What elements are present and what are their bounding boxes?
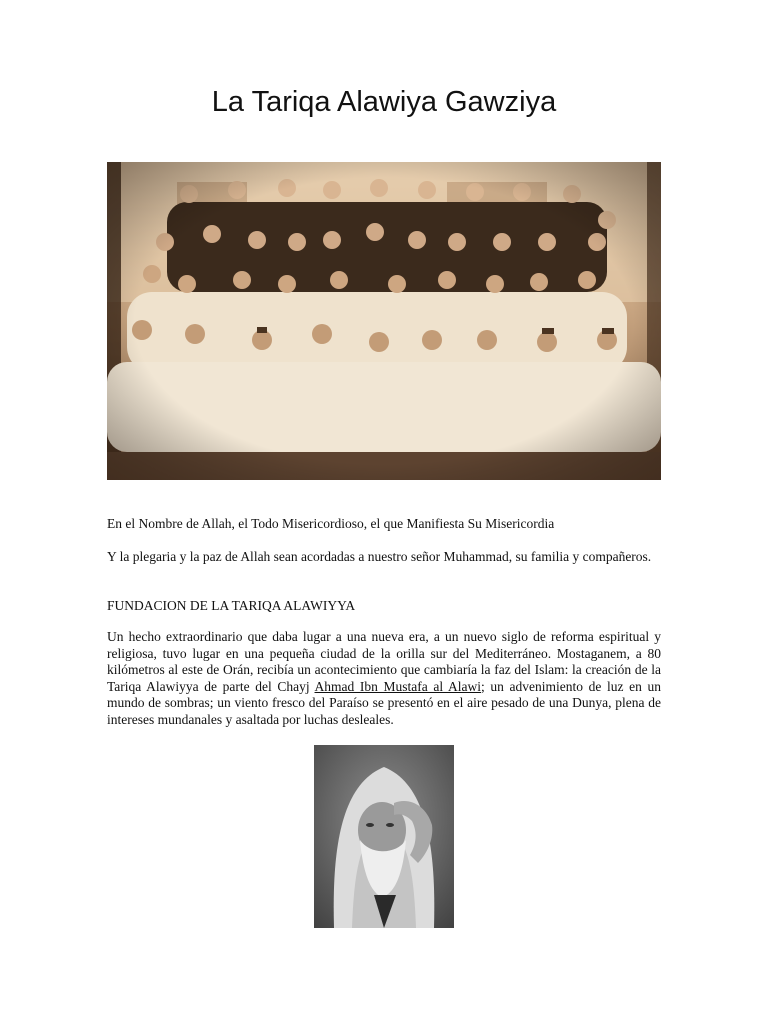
group-photograph xyxy=(107,162,661,480)
portrait-photograph xyxy=(314,745,454,928)
invocation-text: En el Nombre de Allah, el Todo Misericordioso, el que Manifiesta Su Misericordia xyxy=(107,516,555,531)
body-paragraph xyxy=(107,629,661,728)
blessing-text: Y la plegaria y la paz de Allah sean acordadas a nuestro señor Muhammad, su familia y compañeros. xyxy=(107,549,652,564)
body-text-start: Un hecho extraordinario que daba lugar a una nueva era, a un nuevo siglo de reforma espiritual y religiosa, tuvo lugar en una pequeña ciudad de la orilla sur del Mediterráneo. Mostaganem, a 80 kilómetros al este de Orán, recibía un acontecimiento que cambiaría la faz del Islam: la creación de la Tariqa Alawiyya de parte del Chayj xyxy=(107,629,661,694)
body-text-end: ; un advenimiento de luz en un mundo de sombras; un viento fresco del Paraíso se presentó en el aire pesado de una Dunya, plena de intereses mundanales y asaltada por luchas desleales. xyxy=(107,678,661,727)
page-title: La Tariqa Alawiya Gawziya xyxy=(211,86,557,118)
ahmad-ibn-mustafa-link[interactable]: Ahmad Ibn Mustafa al Alawi xyxy=(314,678,481,694)
section-heading: FUNDACION DE LA TARIQA ALAWIYYA xyxy=(107,598,356,613)
